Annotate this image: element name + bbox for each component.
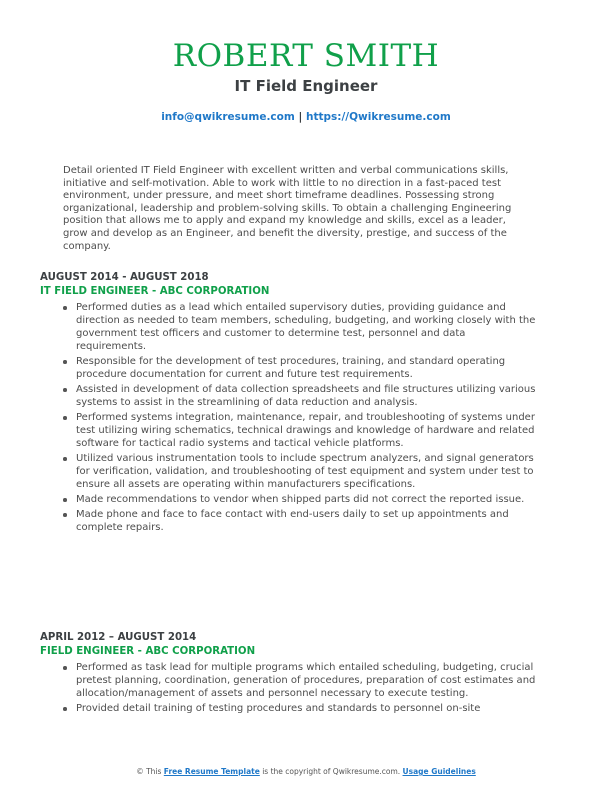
job-entry-2 <box>40 631 536 717</box>
bullet-item: Made phone and face to face contact with end-users daily to set up appointments and complete repairs. <box>76 508 536 534</box>
candidate-title: IT Field Engineer <box>234 77 378 95</box>
contact-line <box>0 111 612 124</box>
job-dates: APRIL 2012 – AUGUST 2014 <box>40 632 197 643</box>
job-bullets <box>40 661 536 715</box>
job-bullets <box>40 301 536 534</box>
bullet-item: Responsible for the development of test procedures, training, and standard operating procedure documentation for current and future test requirements. <box>76 355 536 381</box>
footer-middle: is the copyright of Qwikresume.com. <box>262 767 401 776</box>
footer-prefix: © This <box>136 767 162 776</box>
email-link[interactable]: info@qwikresume.com <box>161 111 295 123</box>
copyright-footer <box>0 767 612 777</box>
bullet-item: Performed duties as a lead which entailed supervisory duties, providing guidance and direction as needed to team members, scheduling, budgeting, and working closely with the government test officers and customer to determine test, personnel and data requirements. <box>76 302 536 352</box>
candidate-name: ROBERT SMITH <box>172 38 440 74</box>
bullet-item: Provided detail training of testing procedures and standards to personnel on-site <box>76 702 536 715</box>
bullet-item: Assisted in development of data collection spreadsheets and file structures utilizing various systems to assist in the streamlining of data reduction and analysis. <box>76 384 536 408</box>
job-dates: AUGUST 2014 - AUGUST 2018 <box>40 272 209 283</box>
contact-separator: | <box>298 111 303 123</box>
bullet-item: Made recommendations to vendor when shipped parts did not correct the reported issue. <box>76 493 536 506</box>
free-resume-template-link[interactable]: Free Resume Template <box>163 767 260 776</box>
summary-paragraph: Detail oriented IT Field Engineer with excellent written and verbal communications skills, initiative and self-motivation. Able to work with little to no direction in a fast-paced test environment, under pressure, and meet short timeframe deadlines. Possessing strong organizational, leadership and problem-solving skills. To obtain a challenging Engineering position that allows me to apply and expand my knowledge and skills, excel as a leader, grow and develop as an Engineer, and benefit the diversity, prestige, and success of the company. <box>63 165 512 252</box>
bullet-item: Utilized various instrumentation tools to include spectrum analyzers, and signal generators for verification, validation, and troubleshooting of test equipment and system under test to ensure all assets are operating within manufacturers specifications. <box>76 452 536 491</box>
usage-guidelines-link[interactable]: Usage Guidelines <box>402 767 476 776</box>
job-role: FIELD ENGINEER - ABC CORPORATION <box>40 646 256 657</box>
bullet-item: Performed systems integration, maintenance, repair, and troubleshooting of systems under test utilizing wiring schematics, technical drawings and knowledge of hardware and related software for tactical radio systems and tactical vehicle platforms. <box>76 412 535 449</box>
job-role: IT FIELD ENGINEER - ABC CORPORATION <box>40 286 270 297</box>
website-link[interactable]: https://Qwikresume.com <box>305 111 451 123</box>
bullet-item: Performed as task lead for multiple programs which entailed scheduling, budgeting, crucial pretest planning, coordination, generation of procedures, preparation of cost estimates and allocation/management of assets and personnel necessary to execute testing. <box>76 662 536 699</box>
resume-header <box>0 38 612 124</box>
job-entry-1 <box>40 271 536 536</box>
